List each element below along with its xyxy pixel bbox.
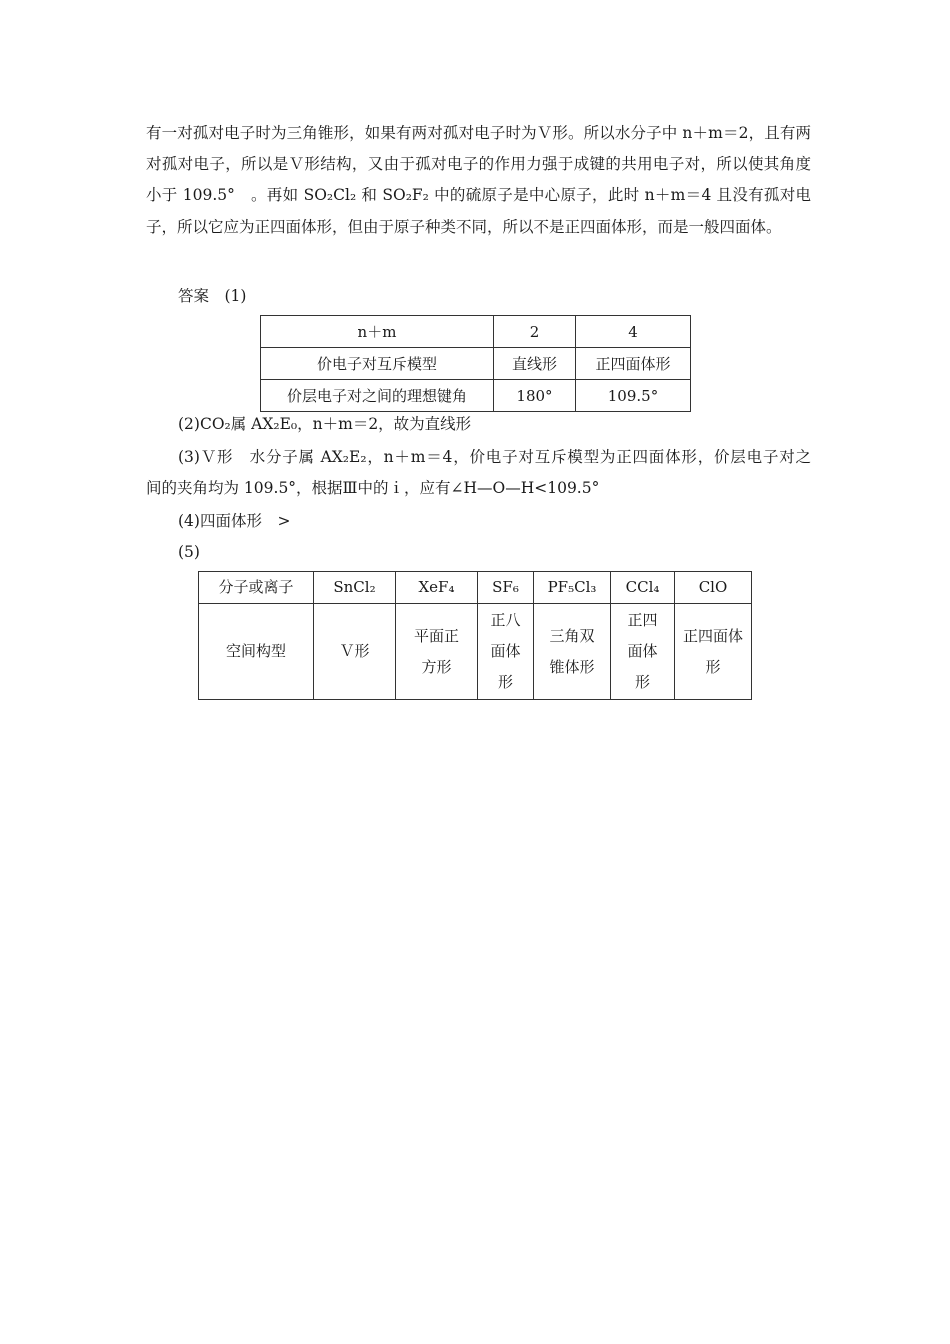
answer-line-5: (5): [178, 543, 200, 561]
table-cell: 109.5°: [576, 380, 691, 412]
answer-line-3-continued: 间的夹角均为 109.5°，根据Ⅲ中的ｉ，应有∠H—O—H<109.5°: [146, 479, 600, 497]
table-cell: 空间构型: [199, 604, 314, 700]
table-header-cell: SF₆: [478, 572, 534, 604]
table-row: [199, 604, 752, 700]
table-header-cell: n＋m: [261, 316, 494, 348]
table-cell: 价电子对互斥模型: [261, 348, 494, 380]
table-cell: 180°: [494, 380, 576, 412]
table-cell: 正四面体形: [611, 604, 675, 700]
table-cell: 价层电子对之间的理想键角: [261, 380, 494, 412]
table-cell: 正四面体形: [576, 348, 691, 380]
table-cell: 正八面体形: [478, 604, 534, 700]
vsepr-table: [260, 315, 691, 412]
table-row: [261, 316, 691, 348]
table-row: [199, 572, 752, 604]
answer-label: 答案 (1): [178, 287, 247, 305]
table-row: [261, 348, 691, 380]
table-cell: 三角双锥体形: [534, 604, 611, 700]
table-cell: Ｖ形: [314, 604, 396, 700]
molecular-geometry-table: [198, 571, 752, 700]
table-cell: 直线形: [494, 348, 576, 380]
explanation-paragraph: 有一对孤对电子时为三角锥形，如果有两对孤对电子时为Ｖ形。所以水分子中 n＋m＝2，且有两对孤对电子，所以是Ｖ形结构，又由于孤对电子的作用力强于成键的共用电子对，所以使其角度小于 109.5° 。再如 SO₂Cl₂ 和 SO₂F₂ 中的硫原子是中心原子，此时 n＋m＝4 且没有孤对电子，所以它应为正四面体形，但由于原子种类不同，所以不是正四面体形，而是一般四面体。: [146, 124, 811, 236]
table-header-cell: ClO: [675, 572, 752, 604]
table-header-cell: 2: [494, 316, 576, 348]
table-cell: 平面正方形: [396, 604, 478, 700]
table-header-cell: 分子或离子: [199, 572, 314, 604]
table-header-cell: 4: [576, 316, 691, 348]
table-header-cell: SnCl₂: [314, 572, 396, 604]
answer-line-3: (3)Ｖ形 水分子属 AX₂E₂，n＋m＝4，价电子对互斥模型为正四面体形，价层电子对之: [178, 448, 811, 466]
table-cell: 正四面体形: [675, 604, 752, 700]
answer-line-4: (4)四面体形 >: [178, 512, 291, 530]
table-header-cell: CCl₄: [611, 572, 675, 604]
table-header-cell: XeF₄: [396, 572, 478, 604]
table-row: [261, 380, 691, 412]
answer-line-2: (2)CO₂属 AX₂E₀，n＋m＝2，故为直线形: [178, 415, 472, 433]
table-header-cell: PF₅Cl₃: [534, 572, 611, 604]
